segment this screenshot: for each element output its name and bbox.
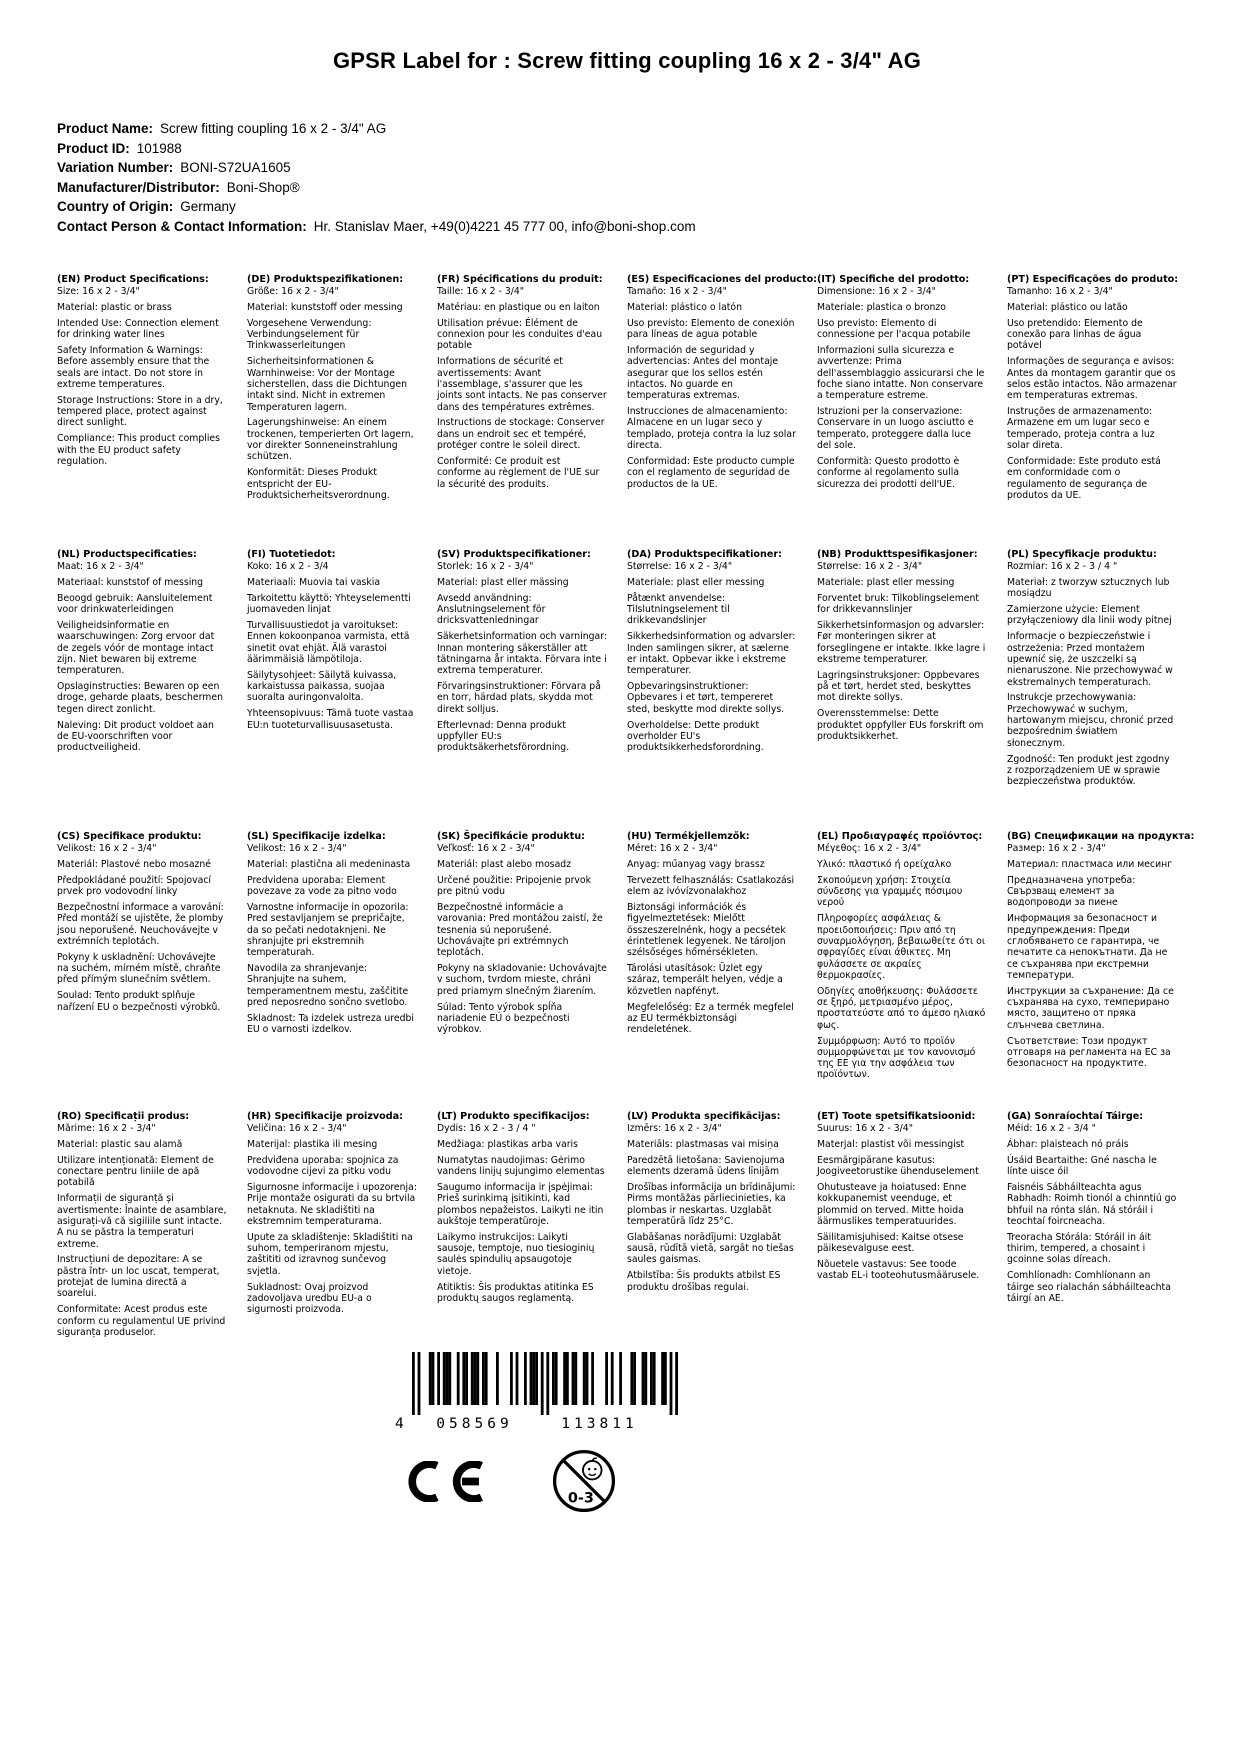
spec-paragraph: Zgodność: Ten produkt jest zgodny z rozporządzeniem UE w sprawie bezpieczeństwa produktów.: [1007, 753, 1170, 788]
spec-paragraph: Predviđena uporaba: spojnica za vodovodne cijevi za pitku vodu: [247, 1154, 399, 1178]
spec-paragraph: Súlad: Tento výrobok spĺňa nariadenie EÚ o bezpečnosti výrobkov.: [437, 1001, 570, 1036]
spec-paragraph: Materijal: plastika ili mesing: [247, 1138, 378, 1150]
spec-paragraph: Ohutusteave ja hoiatused: Enne kokkupanemist veenduge, et plommid on terved. Mitte hoida äärmuslikes temperatuurides.: [817, 1181, 967, 1227]
spec-block-body: [247, 286, 417, 501]
language-spec-block: [817, 274, 987, 549]
spec-paragraph: Taille: 16 x 2 - 3/4": [437, 286, 525, 298]
spec-paragraph: Skladnost: Ta izdelek ustreza uredbi EU o varnosti izdelkov.: [247, 1012, 415, 1036]
language-spec-block: [57, 274, 227, 549]
spec-paragraph: Utilisation prévue: Élément de connexion pour les conduites d'eau potable: [437, 317, 603, 352]
spec-paragraph: Instrucțiuni de depozitare: A se păstra într- un loc uscat, temperat, protejat de lumina directă a soarelui.: [57, 1254, 220, 1300]
spec-paragraph: Materiał: z tworzyw sztucznych lub mosiądzu: [1007, 576, 1170, 600]
spec-paragraph: Sigurnosne informacije i upozorenja: Prije montaže osigurati da su brtvila netaknuta. Ne skladištiti na ekstremnim temperaturama.: [247, 1181, 417, 1227]
spec-paragraph: Conformitate: Acest produs este conform cu regulamentul UE privind siguranța produselor.: [57, 1304, 226, 1338]
spec-block-body: [627, 286, 797, 490]
spec-block-body: [817, 286, 987, 490]
spec-block-body: [817, 843, 987, 1081]
spec-paragraph: Megfelelőség: Ez a termék megfelel az EU termékbiztonsági rendeletének.: [627, 1001, 794, 1036]
ce-mark-icon: [403, 1461, 487, 1502]
spec-paragraph: Инструкции за съхранение: Да се съхранява на сухо, темперирано място, защитено от пряка слънчева светлина.: [1007, 985, 1174, 1031]
spec-block-body: [627, 843, 797, 1035]
spec-block-body: [247, 1123, 417, 1315]
language-spec-block: [817, 549, 987, 831]
spec-paragraph: Koko: 16 x 2 - 3/4: [247, 561, 329, 573]
spec-block-body: [817, 561, 987, 742]
spec-block-title: (ES) Especificaciones del producto:: [627, 274, 818, 286]
spec-paragraph: Tarkoitettu käyttö: Yhteyselementti juomaveden linjat: [247, 592, 411, 616]
product-info-row: [57, 158, 1197, 178]
spec-paragraph: Medžiaga: plastikas arba varis: [437, 1138, 578, 1150]
spec-paragraph: Laikymo instrukcijos: Laikyti sausoje, temptoje, nuo tiesioginių saulės spindulių apsaugotoje vietoje.: [437, 1231, 595, 1277]
spec-paragraph: Navodila za shranjevanje: Shranjujte na suhem, temperamentnem mestu, zaščitite pred neposredno sončno svetlobo.: [247, 963, 409, 1009]
spec-paragraph: Istruzioni per la conservazione: Conservare in un luogo asciutto e temperato, proteggere dalla luce del sole.: [817, 406, 974, 452]
spec-paragraph: Съответствие: Този продукт отговаря на регламента на ЕС за безопасност на продуктите.: [1007, 1035, 1171, 1070]
spec-paragraph: Naleving: Dit product voldoet aan de EU-voorschriften voor productveiligheid.: [57, 719, 214, 754]
spec-block-body: [437, 1123, 607, 1304]
spec-block-body: [817, 1123, 987, 1281]
spec-paragraph: Tárolási utasítások: Üzlet egy száraz, temperált helyen, védje a közvetlen napfényt.: [627, 963, 783, 997]
spec-paragraph: Informações de segurança e avisos: Antes da montagem garantir que os selos estão intactos. Não armazenar em temperaturas extremas.: [1007, 356, 1177, 402]
spec-paragraph: Информация за безопасност и предупреждения: Преди сглобяването се гарантира, че печатите са непокътнати. Да не се съхранява при екстремни температури.: [1007, 913, 1168, 981]
product-info-row: [57, 197, 1197, 217]
spec-paragraph: Uso pretendido: Elemento de conexão para linhas de água potável: [1007, 317, 1143, 352]
spec-paragraph: Información de seguridad y advertencias: Antes del montaje asegurar que los sellos estén intactos. No guarde en temperaturas extremas.: [627, 344, 779, 402]
language-spec-block: [627, 1111, 797, 1338]
spec-block-title: (HU) Termékjellemzők:: [627, 831, 750, 843]
spec-paragraph: Úsáid Beartaithe: Gné nascha le línte uisce óil: [1007, 1154, 1157, 1178]
spec-paragraph: Säilytysohjeet: Säilytä kuivassa, karkaistussa paikassa, suojaa suoralta auringonvalolta.: [247, 669, 397, 704]
product-info-value: BONI-S72UA1605: [180, 160, 291, 176]
spec-paragraph: Instrucciones de almacenamiento: Almacene en un lugar seco y templado, proteja contra la luz solar directa.: [627, 406, 796, 452]
spec-paragraph: Informazioni sulla sicurezza e avvertenze: Prima dell'assemblaggio assicurarsi che le foche siano intatte. Non conservare a temperature estreme.: [817, 344, 985, 402]
language-spec-block: [57, 831, 227, 1111]
spec-block-title: (FI) Tuotetiedot:: [247, 549, 336, 561]
spec-block-title: (SV) Produktspecifikationer:: [437, 549, 591, 561]
spec-paragraph: Größe: 16 x 2 - 3/4": [247, 286, 339, 298]
spec-paragraph: Safety Information & Warnings: Before assembly ensure that the seals are intact. Do not store in extreme temperatures.: [57, 344, 210, 390]
spec-paragraph: Paredzētā lietošana: Savienojuma elements dzeramā ūdens līnijām: [627, 1154, 785, 1178]
spec-block-body: [437, 561, 607, 753]
spec-paragraph: Pokyny k uskladnění: Uchovávejte na suchém, mírném místě, chraňte před přímým slunečním světlem.: [57, 951, 221, 986]
spec-paragraph: Anyag: műanyag vagy brassz: [627, 858, 765, 870]
spec-paragraph: Material: plast eller mässing: [437, 576, 569, 588]
spec-paragraph: Saugumo informacija ir įspėjimai: Prieš surinkimą įsitikinti, kad plombos nepažeistos. Laikyti ne itin aukštoje temperatūroje.: [437, 1181, 604, 1227]
spec-paragraph: Tamaño: 16 x 2 - 3/4": [627, 286, 727, 298]
spec-paragraph: Informations de sécurité et avertissements: Avant l'assemblage, s'assurer que les joints sont intacts. Ne pas conserver dans des températures extrêmes.: [437, 356, 607, 413]
spec-paragraph: Opbevaringsinstruktioner: Opbevares i et tørt, tempereret sted, beskytte mod direkte sollys.: [627, 681, 785, 715]
spec-paragraph: Určené použitie: Pripojenie prvok pre pitnú vodu: [437, 874, 591, 898]
spec-block-body: [57, 561, 227, 753]
spec-paragraph: Intended Use: Connection element for drinking water lines: [57, 317, 219, 341]
product-info: [57, 119, 1197, 236]
spec-paragraph: Varnostne informacije in opozorila: Pred sestavljanjem se prepričajte, da so pečati nedotaknjeni. Ne shranjujte pri ekstremnih temperaturah.: [247, 901, 409, 959]
spec-paragraph: Informacje o bezpieczeństwie i ostrzeżenia: Przed montażem upewnić się, że uszczelki są nienaruszone. Nie przechowywać w ekstremalnych temperaturach.: [1007, 631, 1173, 688]
spec-paragraph: Forventet bruk: Tilkoblingselement for drikkevannslinjer: [817, 592, 980, 616]
spec-block-body: [57, 843, 227, 1013]
product-info-label: Manufacturer/Distributor:: [57, 179, 220, 195]
product-info-value: 101988: [136, 140, 182, 156]
spec-block-title: (LV) Produkta specifikācijas:: [627, 1111, 781, 1123]
spec-paragraph: Veľkosť: 16 x 2 - 3/4": [437, 843, 535, 855]
spec-paragraph: Tervezett felhasználás: Csatlakozási elem az ivóvízvonalakhoz: [627, 874, 795, 898]
spec-block-title: (NL) Productspecificaties:: [57, 549, 197, 561]
spec-paragraph: Overholdelse: Dette produkt overholder EU's produktsikkerhedsforordning.: [627, 719, 764, 754]
spec-paragraph: Предназначена употреба: Свързващ елемент за водопроводи за пиене: [1007, 874, 1136, 909]
spec-block-title: (EL) Προδιαγραφές προϊόντος:: [817, 831, 983, 843]
spec-block-title: (RO) Specificații produs:: [57, 1111, 190, 1123]
spec-paragraph: Størrelse: 16 x 2 - 3/4": [627, 561, 733, 573]
language-spec-block: [627, 274, 818, 549]
spec-paragraph: Conformidad: Este producto cumple con el reglamento de seguridad de productos de la UE.: [627, 455, 795, 490]
spec-paragraph: Storage Instructions: Store in a dry, tempered place, protect against direct sunlight.: [57, 394, 223, 429]
spec-paragraph: Materjal: plastist või messingist: [817, 1138, 965, 1150]
spec-block-title: (GA) Sonraíochtaí Táirge:: [1007, 1111, 1144, 1123]
spec-block-body: [627, 1123, 797, 1293]
spec-block-title: (ET) Toote spetsifikatsioonid:: [817, 1111, 976, 1123]
product-info-row: [57, 217, 1197, 237]
spec-paragraph: Treoracha Stórála: Stóráil in áit thirim, tempered, a chosaint i gcoinne solas díreach.: [1007, 1231, 1151, 1266]
spec-paragraph: Utilizare intenționată: Element de conectare pentru liniile de apă potabilă: [57, 1154, 214, 1189]
spec-paragraph: Suurus: 16 x 2 - 3/4": [817, 1123, 913, 1135]
spec-paragraph: Säilitamisjuhised: Kaitse otsese päikesevalguse eest.: [817, 1231, 964, 1255]
language-spec-block: [247, 549, 417, 831]
spec-paragraph: Size: 16 x 2 - 3/4": [57, 286, 140, 298]
age-warning-0-3-icon: [551, 1448, 617, 1514]
barcode-bars-icon: [412, 1352, 678, 1415]
spec-paragraph: Velikost: 16 x 2 - 3/4": [57, 843, 157, 855]
spec-paragraph: Méid: 16 x 2 - 3/4 ": [1007, 1123, 1096, 1135]
spec-paragraph: Materiál: plast alebo mosadz: [437, 858, 572, 870]
spec-paragraph: Uso previsto: Elemento di connessione per l'acqua potabile: [817, 317, 971, 341]
language-spec-block: [247, 274, 417, 549]
spec-paragraph: Eesmärgipärane kasutus: Joogiveetorustike ühenduselement: [817, 1154, 979, 1178]
spec-paragraph: Dydis: 16 x 2 - 3 / 4 ": [437, 1123, 536, 1135]
spec-paragraph: Conformité: Ce produit est conforme au règlement de l'UE sur la sécurité des produits.: [437, 455, 600, 490]
spec-paragraph: Størrelse: 16 x 2 - 3/4": [817, 561, 923, 573]
spec-paragraph: Conformidade: Este produto está em conformidade com o regulamento de segurança de produtos da UE.: [1007, 455, 1161, 501]
spec-paragraph: Upute za skladištenje: Skladištiti na suhom, temperiranom mjestu, zaštititi od izravnog sunčevog svjetla.: [247, 1231, 413, 1277]
spec-paragraph: Materiale: plastica o bronzo: [817, 301, 946, 313]
spec-block-body: [57, 286, 227, 467]
language-spec-block: [247, 1111, 417, 1338]
spec-paragraph: Faisnéis Sábháilteachta agus Rabhadh: Roimh tionól a chinntiú go bhfuil na rónta slán. Ná stóráil i teochtaí foircneacha.: [1007, 1181, 1177, 1227]
language-spec-block: [1007, 274, 1177, 549]
spec-paragraph: Biztonsági információk és figyelmeztetések: Mielőtt összeszerelnénk, hogy a pecsétek érintetlenek legyenek. Ne tároljon szélsőséges hőmérsékleten.: [627, 901, 786, 959]
spec-paragraph: Predvidena uporaba: Element povezave za vode za pitno vodo: [247, 874, 397, 898]
spec-paragraph: Overensstemmelse: Dette produktet oppfyller EUs forskrift om produktsikkerhet.: [817, 708, 984, 742]
language-spec-block: [817, 831, 987, 1111]
spec-block-body: [247, 843, 417, 1035]
spec-paragraph: Material: plástico ou latão: [1007, 301, 1128, 313]
spec-paragraph: Compliance: This product complies with the EU product safety regulation.: [57, 433, 220, 467]
spec-paragraph: Velikost: 16 x 2 - 3/4": [247, 843, 347, 855]
spec-paragraph: Atitiktis: Šis produktas atitinka ES produktų saugos reglamentą.: [437, 1281, 594, 1304]
product-info-value: Germany: [180, 199, 236, 215]
language-spec-block: [437, 274, 607, 549]
spec-paragraph: Οδηγίες αποθήκευσης: Φυλάσσετε σε ξηρό, μετριασμένο μέρος, προστατεύστε από το άμεσο ηλιακό φως.: [817, 985, 986, 1031]
language-spec-block: [57, 549, 227, 831]
spec-paragraph: Tamanho: 16 x 2 - 3/4": [1007, 286, 1113, 298]
language-spec-block: [247, 831, 417, 1111]
language-spec-block: [1007, 549, 1177, 831]
product-info-label: Contact Person & Contact Information:: [57, 218, 307, 234]
spec-block-body: [1007, 286, 1177, 501]
spec-paragraph: Instrukcje przechowywania: Przechowywać w suchym, hartowanym miejscu, chronić przed bezpośrednim światłem słonecznym.: [1007, 692, 1174, 749]
spec-paragraph: Materiaali: Muovia tai vaskia: [247, 576, 381, 588]
spec-paragraph: Instruções de armazenamento: Armazene em um lugar seco e temperado, proteja contra a luz solar direta.: [1007, 406, 1155, 452]
spec-paragraph: Glabāšanas norādījumi: Uzglabāt sausā, rūdītā vietā, sargāt no tiešas saules gaismas.: [627, 1231, 794, 1266]
spec-block-title: (BG) Спецификации на продукта:: [1007, 831, 1195, 843]
product-info-row: [57, 178, 1197, 198]
spec-paragraph: Vorgesehene Verwendung: Verbindungselement für Trinkwasserleitungen: [247, 317, 372, 352]
spec-paragraph: Material: plastic or brass: [57, 301, 172, 313]
spec-block-title: (FR) Spécifications du produit:: [437, 274, 603, 286]
spec-paragraph: Bezpečnostní informace a varování: Před montáží se ujistěte, že plomby jsou neporušené. Neuchovávejte v extrémních teplotách.: [57, 901, 224, 947]
spec-paragraph: Pokyny na skladovanie: Uchovávajte v suchom, tvrdom mieste, chráni pred priamym slnečným žiarením.: [437, 963, 607, 997]
spec-paragraph: Lagerungshinweise: An einem trockenen, temperierten Ort lagern, vor direkter Sonneneinstrahlung schützen.: [247, 417, 414, 463]
spec-block-title: (SL) Specifikacije izdelka:: [247, 831, 386, 843]
barcode-digits-left: 058569: [436, 1416, 513, 1433]
spec-paragraph: Μέγεθος: 16 x 2 - 3/4": [817, 843, 922, 855]
spec-paragraph: Méret: 16 x 2 - 3/4": [627, 843, 718, 855]
specs-grid: [57, 274, 1197, 1338]
spec-paragraph: Materiál: Plastové nebo mosazné: [57, 858, 212, 870]
spec-block-title: (IT) Specifiche del prodotto:: [817, 274, 970, 286]
age-warning-text: 0-3: [567, 1490, 594, 1507]
product-info-value: Hr. Stanislav Maer, +49(0)4221 45 777 00, info@boni-shop.com: [313, 218, 696, 234]
spec-block-title: (HR) Specifikacije proizvoda:: [247, 1111, 403, 1123]
spec-paragraph: Σκοπούμενη χρήση: Στοιχεία σύνδεσης για γραμμές πόσιμου νερού: [817, 874, 963, 909]
spec-paragraph: Material: plástico o latón: [627, 301, 743, 313]
product-info-row: [57, 139, 1197, 159]
spec-paragraph: Påtænkt anvendelse: Tilslutningselement til drikkevandslinjer: [627, 592, 730, 627]
spec-paragraph: Materiaal: kunststof of messing: [57, 576, 204, 588]
spec-paragraph: Veličina: 16 x 2 - 3/4": [247, 1123, 347, 1135]
language-spec-block: [437, 1111, 607, 1338]
spec-paragraph: Förvaringsinstruktioner: Förvara på en torr, härdad plats, skydda mot direkt solljus.: [437, 681, 601, 715]
spec-block-title: (CS) Specifikace produktu:: [57, 831, 202, 843]
spec-paragraph: Sikkerhetsinformasjon og advarsler: Før monteringen sikrer at forseglingene er intakte. Ikke lagre i ekstreme temperaturer.: [817, 619, 986, 665]
spec-paragraph: Atbilstība: Šis produkts atbilst ES produktu drošības regulai.: [627, 1270, 781, 1293]
barcode-digits: [395, 1416, 695, 1432]
spec-block-title: (EN) Product Specifications:: [57, 274, 209, 286]
spec-paragraph: Sicherheitsinformationen & Warnhinweise: Vor der Montage sicherstellen, dass die Dichtungen intakt sind. Nicht in extremen Temperaturen lagern.: [247, 356, 407, 413]
spec-paragraph: Säkerhetsinformation och varningar: Innan montering säkerställer att tätningarna år intakta. Förvara inte i extrema temperaturer.: [437, 631, 608, 677]
footer: [57, 1352, 1197, 1514]
spec-paragraph: Efterlevnad: Denna produkt uppfyller EU:s produktsäkerhetsförordning.: [437, 719, 570, 754]
barcode-digit-first: 4: [395, 1416, 404, 1433]
page-title: GPSR Label for : Screw fitting coupling 16 x 2 - 3/4" AG: [332, 48, 922, 73]
spec-paragraph: Mărime: 16 x 2 - 3/4": [57, 1123, 156, 1135]
language-spec-block: [1007, 1111, 1177, 1338]
footer-symbols: [403, 1448, 1197, 1514]
spec-paragraph: Nõuetele vastavus: See toode vastab EL-i tooteohutusmäärusele.: [817, 1258, 980, 1282]
spec-paragraph: Bezpečnostné informácie a varovania: Pred montážou zaistí, že tesnenia sú neporušené. Uchovávajte pri extrémnych teplotách.: [437, 901, 603, 959]
spec-block-title: (DE) Produktspezifikationen:: [247, 274, 404, 286]
product-info-row: [57, 119, 1197, 139]
spec-block-body: [437, 843, 607, 1035]
spec-block-title: (PL) Specyfikacje produktu:: [1007, 549, 1157, 561]
spec-paragraph: Yhteensopivuus: Tämä tuote vastaa EU:n tuoteturvallisuusasetusta.: [247, 708, 414, 731]
language-spec-block: [627, 549, 797, 831]
product-info-label: Variation Number:: [57, 160, 174, 176]
spec-paragraph: Material: plastična ali medeninasta: [247, 858, 411, 870]
spec-paragraph: Materiale: plast eller messing: [627, 576, 765, 588]
spec-paragraph: Izmērs: 16 x 2 - 3/4": [627, 1123, 722, 1135]
spec-block-body: [1007, 843, 1177, 1069]
spec-paragraph: Konformität: Dieses Produkt entspricht der EU-Produktsicherheitsverordnung.: [247, 467, 390, 501]
spec-block-body: [57, 1123, 227, 1338]
language-spec-block: [57, 1111, 227, 1338]
spec-paragraph: Uso previsto: Elemento de conexión para líneas de agua potable: [627, 317, 795, 341]
spec-paragraph: Matériau: en plastique ou en laiton: [437, 301, 600, 313]
spec-block-body: [247, 561, 417, 731]
product-info-value: Boni-Shop®: [226, 179, 300, 195]
spec-block-title: (SK) Špecifikácie produktu:: [437, 831, 586, 843]
spec-paragraph: Rozmiar: 16 x 2 - 3 / 4 ": [1007, 561, 1118, 573]
spec-paragraph: Drošības informācija un brīdinājumi: Pirms montāžas pārliecinieties, ka plombas ir neskartas. Uzglabāt temperatūrā līdz 25°C.: [627, 1181, 796, 1227]
spec-paragraph: Předpokládané použití: Spojovací prvek pro vodovodní linky: [57, 874, 212, 898]
language-spec-block: [437, 831, 607, 1111]
spec-paragraph: Veiligheidsinformatie en waarschuwingen: Zorg ervoor dat de zegels vóór de montage intact zijn. Niet bewaren bij extreme temperaturen.: [57, 619, 215, 677]
spec-paragraph: Informații de siguranță și avertismente: Înainte de asamblare, asigurați-vă că sigiliile sunt intacte. A nu se păstra la temperaturi extreme.: [57, 1193, 227, 1250]
spec-paragraph: Beoogd gebruik: Aansluitelement voor drinkwaterleidingen: [57, 592, 213, 616]
spec-paragraph: Материал: пластмаса или месинг: [1007, 858, 1173, 870]
spec-block-title: (DA) Produktspecifikationer:: [627, 549, 782, 561]
language-spec-block: [627, 831, 797, 1111]
product-info-label: Country of Origin:: [57, 199, 174, 215]
spec-paragraph: Instructions de stockage: Conserver dans un endroit sec et tempéré, protéger contre le soleil direct.: [437, 417, 605, 452]
product-info-label: Product ID:: [57, 140, 130, 156]
spec-paragraph: Sikkerhedsinformation og advarsler: Inden samlingen sikrer, at sælerne er intakt. Opbevar ikke i ekstreme temperaturer.: [627, 631, 796, 677]
spec-paragraph: Materiāls: plastmasas vai misiņa: [627, 1138, 779, 1150]
spec-paragraph: Zamierzone użycie: Element przyłączeniowy dla linii wody pitnej: [1007, 604, 1172, 627]
spec-paragraph: Υλικό: πλαστικό ή ορείχαλκο: [817, 858, 952, 870]
spec-paragraph: Soulad: Tento produkt splňuje nařízení EU o bezpečnosti výrobků.: [57, 990, 221, 1013]
spec-paragraph: Размер: 16 x 2 - 3/4": [1007, 843, 1106, 855]
language-spec-block: [1007, 831, 1195, 1111]
spec-paragraph: Lagringsinstruksjoner: Oppbevares på et tørt, herdet sted, beskyttes mot direkte sollys.: [817, 669, 980, 704]
spec-block-body: [1007, 561, 1177, 787]
spec-paragraph: Materiale: plast eller messing: [817, 576, 955, 588]
product-info-label: Product Name:: [57, 121, 154, 136]
spec-paragraph: Ábhar: plaisteach nó práis: [1007, 1138, 1129, 1150]
spec-paragraph: Πληροφορίες ασφάλειας & προειδοποιήσεις: Πριν από τη συναρμολόγηση, βεβαιωθείτε ότι οι σφραγίδες είναι άθικτες. Μη φυλάσσετε σε ακραίες θερμοκρασίες.: [817, 913, 985, 981]
spec-paragraph: Συμμόρφωση: Αυτό το προϊόν συμμορφώνεται με τον κανονισμό της ΕΕ για την ασφάλεια των προϊόντων.: [817, 1035, 976, 1081]
spec-paragraph: Material: plastic sau alamă: [57, 1138, 183, 1150]
spec-block-title: (PT) Especificações do produto:: [1007, 274, 1179, 286]
language-spec-block: [437, 549, 607, 831]
spec-block-title: (NB) Produkttspesifikasjoner:: [817, 549, 978, 561]
product-info-value: Screw fitting coupling 16 x 2 - 3/4" AG: [160, 121, 387, 136]
spec-paragraph: Storlek: 16 x 2 - 3/4": [437, 561, 534, 573]
spec-block-body: [627, 561, 797, 753]
language-spec-block: [817, 1111, 987, 1338]
barcode-digits-right: 113811: [561, 1416, 638, 1433]
spec-paragraph: Avsedd användning: Anslutningselement för dricksvattenledningar: [437, 592, 546, 627]
spec-paragraph: Material: kunststoff oder messing: [247, 301, 403, 313]
spec-paragraph: Maat: 16 x 2 - 3/4": [57, 561, 144, 573]
spec-block-body: [437, 286, 607, 490]
spec-block-body: [1007, 1123, 1177, 1304]
spec-paragraph: Comhlíonadh: Comhlíonann an táirge seo rialachán sábháilteachta táirgí an AE.: [1007, 1270, 1171, 1304]
spec-paragraph: Sukladnost: Ovaj proizvod zadovoljava uredbu EU-a o sigurnosti proizvoda.: [247, 1281, 372, 1316]
spec-paragraph: Dimensione: 16 x 2 - 3/4": [817, 286, 936, 298]
spec-paragraph: Opslaginstructies: Bewaren op een droge, geharde plaats, beschermen tegen direct zonlicht.: [57, 681, 223, 715]
ean-barcode: [395, 1352, 695, 1432]
spec-block-title: (LT) Produkto specifikacijos:: [437, 1111, 590, 1123]
spec-paragraph: Conformità: Questo prodotto è conforme al regolamento sulla sicurezza dei prodotti dell'UE.: [817, 455, 960, 490]
spec-paragraph: Numatytas naudojimas: Gėrimo vandens linijų sujungimo elementas: [437, 1154, 605, 1178]
spec-paragraph: Turvallisuustiedot ja varoitukset: Ennen kokoonpanoa varmista, että sinetit ovat ehjät. Älä varastoi äärimmäisiä lämpötiloja.: [247, 619, 410, 665]
